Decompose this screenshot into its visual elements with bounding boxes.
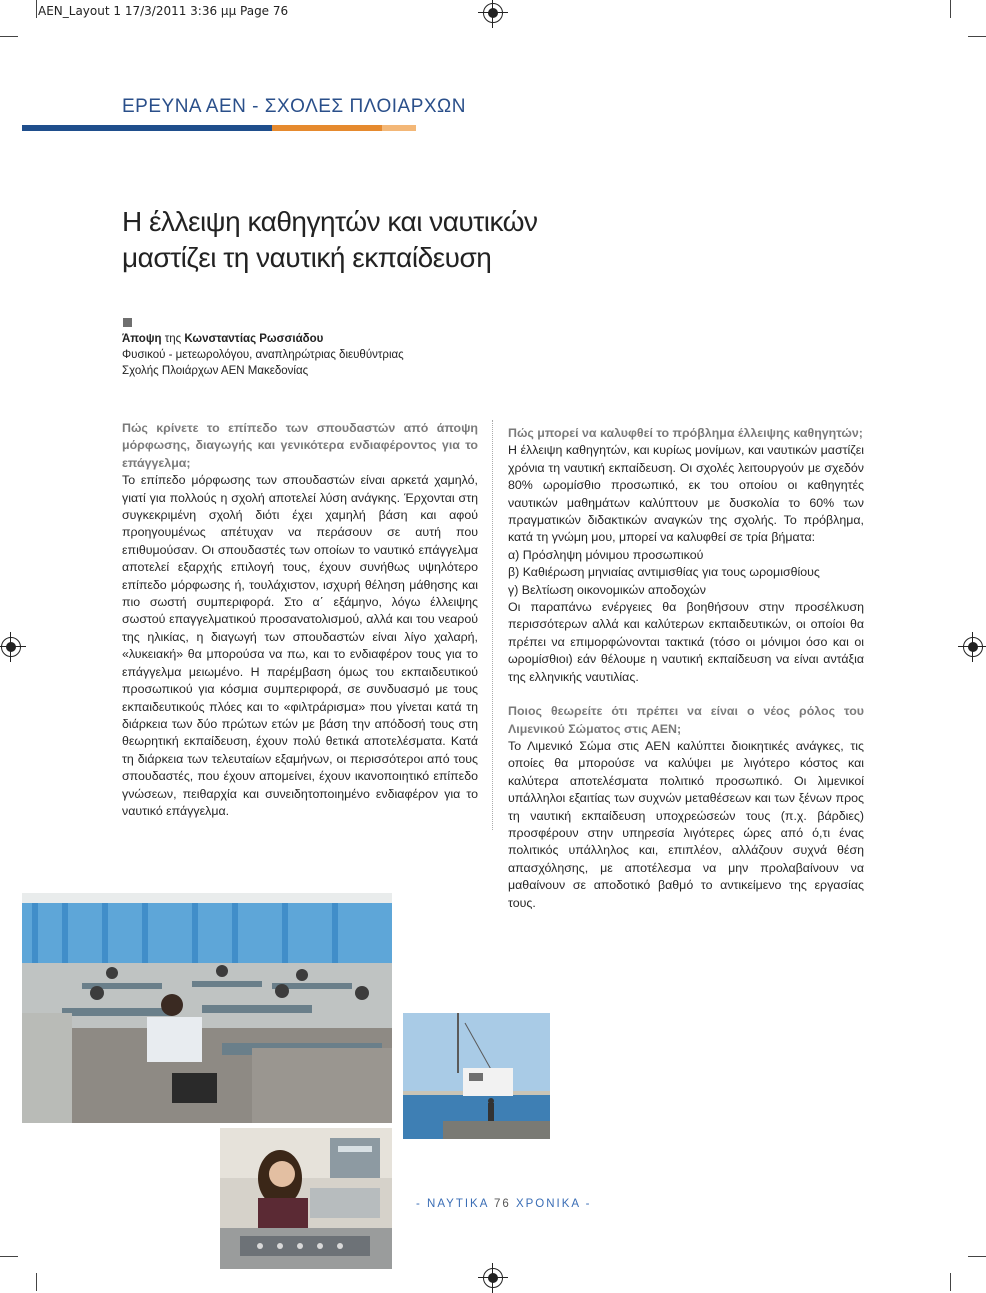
step-b: β) Καθιέρωση μηνιαίας αντιμισθίας για τους ωρομισθίους <box>508 565 820 580</box>
registration-mark-top <box>483 3 503 23</box>
headline-line-2: μαστίζει τη ναυτική εκπαίδευση <box>122 242 492 273</box>
headline-line-1: Η έλλειψη καθηγητών και ναυτικών <box>122 206 538 237</box>
byline <box>122 331 404 379</box>
question-3: Ποιος θεωρείτε ότι πρέπει να είναι ο νέος ρόλος του Λιμενικού Σώματος στις ΑΕΝ; <box>508 704 864 736</box>
byline-label: Άποψη <box>122 333 162 345</box>
question-1: Πώς κρίνετε το επίπεδο των σπουδαστών από άποψη μόρφωσης, διαγωγής και γενικότερα ενδιαφέροντος για το επάγγελμα; <box>122 421 478 470</box>
header-bar-light-orange <box>382 125 416 131</box>
header-bar-orange <box>272 125 382 131</box>
byline-connector: της <box>161 333 185 345</box>
crop-mark <box>36 1273 37 1291</box>
crop-mark <box>0 36 18 37</box>
byline-role: Φυσικού - μετεωρολόγου, αναπληρώτριας διευθύντριας <box>122 349 404 361</box>
section-title: ΕΡΕΥΝΑ ΑΕΝ - ΣΧΟΛΕΣ ΠΛΟΙΑΡΧΩΝ <box>122 96 466 117</box>
answer-2-outro: Οι παραπάνω ενέργειες θα βοηθήσουν στην προσέλκυση περισσότερων αλλά και καλύτερων εκπαιδευτικών, οι οποίοι θα πρέπει να επιμορφώνονται τακτικά (τόσο οι μόνιμοι όσο και οι ωρομίσθιοι) εάν θέλουμε η ναυτική εκπαίδευση να είναι αντάξια της ελληνικής ναυτιλίας. <box>508 600 864 684</box>
crop-mark <box>950 1273 951 1291</box>
header-bar-blue <box>22 125 272 131</box>
registration-mark-right <box>963 637 983 657</box>
footer-left: - ΝΑΥΤΙΚΑ <box>416 1198 489 1210</box>
answer-3: Το Λιμενικό Σώμα στις ΑΕΝ καλύπτει διοικητικές ανάγκες, τις οποίες θα μπορούσε να καλύψει με λιγότερο κόστος και καλύτερα αποτελέσματα πολιτικό προσωπικό. Οι λιμενικοί υπάλληλοι εξαιτίας των συχνών μεταθέσεων και των ξένων προς τη ναυτική εκπαίδευση υποχρεώσεών τους (π.χ. βάρδιες) προσφέρουν στην υπηρεσία λιγότερες ώρες από ό,τι ένας πολιτικός υπάλληλος και, επιπλέον, αλλάζουν συχνά θέση απασχόλησης, με αποτέλεσμα να μην προλαβαίνουν να μαθαίνουν σε αποδοτικό βαθμό το αντικείμενο της εργασίας τους. <box>508 738 864 910</box>
byline-school: Σχολής Πλοιάρχων ΑΕΝ Μακεδονίας <box>122 365 309 377</box>
classroom-photo <box>22 893 392 1123</box>
registration-mark-bottom <box>483 1268 503 1288</box>
answer-1: Το επίπεδο μόρφωσης των σπουδαστών είναι αρκετά χαμηλό, γιατί για πολλούς η σχολή αποτελεί λύση ανάγκης. Έρχονται στη συγκεκριμένη σχολή διότι έχει χαμηλή βάση και αφού προηγουμένως απέτυχαν να περάσουν σε αυτή που επιθυμούσαν. Οι σπουδαστές των οποίων το ναυτικό επάγγελμα αποτελεί εξαρχής επιλογή τους, έχουν συνήθως υψηλότερο επίπεδο μόρφωσης ή, τουλάχιστον, ισχυρή θέληση μάθησης και πιο σωστή συμπεριφορά. Στο α΄ εξάμηνο, λόγω έλλειψης σωστού επαγγελματικού προσανατολισμού, αλλά και του νεαρού της ηλικίας, η διαγωγή των σπουδαστών είναι λίγο χαλαρή, «λυκειακή» θα μπορούσα να πω, και το ενδιαφέρον τους για το επάγγελμα μειωμένο. Η παρέμβαση όμως του εκπαιδευτικού προσωπικού για κόσμια συμπεριφορά, σε συνδυασμό με τους εκπαιδευτικούς πλόες και το «φιλτράρισμα» που γίνεται κατά τη διάρκεια των δύο πρώτων ετών με βάση την απόδοσή τους στη θεωρητική εκπαίδευση, έχουν πολύ θετικά αποτελέσματα. Κατά τη διάρκεια των τελευταίων εξαμήνων, οι περισσότεροι από τους σπουδαστές, που έχουν απομείνει, έχουν ικανοποιητικό επίπεδο γνώσεων, πειθαρχία και συνειδητοποιημένο ενδιαφέρον για το ναυτικό επάγγελμα. <box>122 473 478 818</box>
left-column <box>122 420 478 820</box>
step-a: α) Πρόσληψη μόνιμου προσωπικού <box>508 547 704 562</box>
crop-mark <box>968 36 986 37</box>
harbour-photo <box>403 1013 550 1139</box>
crop-mark <box>36 0 37 18</box>
right-column <box>508 425 864 912</box>
page-number: 76 <box>493 1198 511 1210</box>
registration-mark-left <box>1 637 21 657</box>
byline-square-icon <box>123 318 132 327</box>
question-2: Πώς μπορεί να καλυφθεί το πρόβλημα έλλειψης καθηγητών; <box>508 426 863 440</box>
byline-author: Κωνσταντίας Ρωσσιάδου <box>184 333 324 345</box>
column-divider <box>492 420 493 830</box>
crop-mark <box>0 1256 18 1257</box>
page-footer <box>416 1198 591 1210</box>
crop-mark <box>968 1256 986 1257</box>
footer-right: ΧΡΟΝΙΚΑ - <box>515 1198 592 1210</box>
crop-mark <box>950 0 951 18</box>
step-c: γ) Βελτίωση οικονομικών αποδοχών <box>508 582 706 597</box>
print-slug: AEN_Layout 1 17/3/2011 3:36 μμ Page 76 <box>38 4 289 18</box>
article-headline <box>122 204 592 276</box>
student-console-photo <box>220 1128 392 1269</box>
answer-2-intro: Η έλλειψη καθηγητών, και κυρίως μονίμων, και ναυτικών μαστίζει χρόνια τη ναυτική εκπαίδευση. Οι σχολές λειτουργούν με σχεδόν 80% ωρομίσθιο προσωπικό, εκ του οποίου οι καθηγητές ναυτικών μαθημάτων καλύπτουν με δυσκολία το 60% των πραγματικών διδακτικών αναγκών της σχολής. Το πρόβλημα, κατά τη γνώμη μου, μπορεί να καλυφθεί σε τρία βήματα: <box>508 443 864 545</box>
